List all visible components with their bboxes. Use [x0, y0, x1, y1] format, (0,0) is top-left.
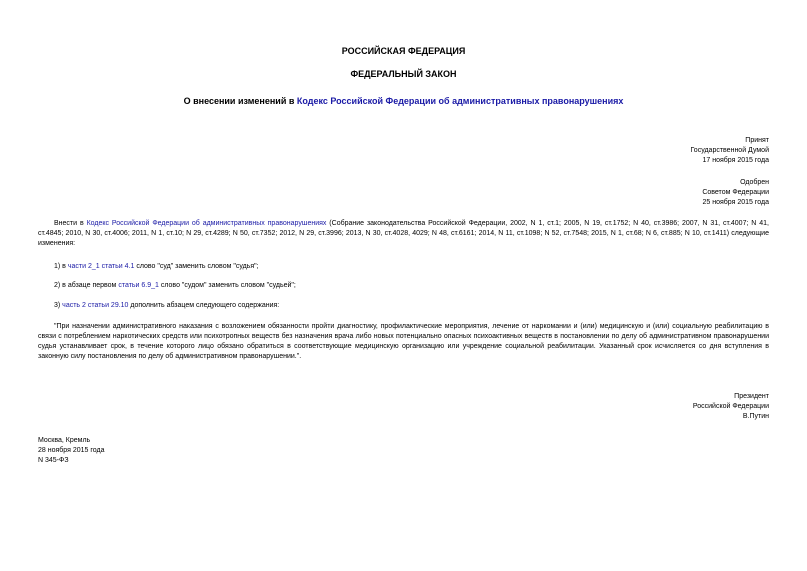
codex-title-link[interactable]: Кодекс Российской Федерации об административных правонарушениях: [296, 96, 624, 106]
doc-type-heading: ФЕДЕРАЛЬНЫЙ ЗАКОН: [350, 69, 457, 79]
item-2-rest: слово "судом" заменить словом "судьей";: [158, 282, 296, 289]
item-1: [38, 262, 769, 272]
approved-line2: Советом Федерации: [702, 189, 769, 196]
law-title-prefix: О внесении изменений в: [183, 96, 297, 106]
intro-paragraph: [38, 219, 769, 249]
quote-text: "При назначении административного наказания с возложением обязанности пройти диагностику, профилактические мероприятия, лечение от наркомании и (или) медицинскую и (или) социальную реабилитацию в связи с потреблением наркотических средств или психотропных веществ без назначения врача либо новых потенциально опасных психоактивных веществ в постановлении по делу об административном правонарушении судья устанавливает срок, в течение которого лицо обязано обратиться в соответствующие медицинскую организацию или учреждение социальной реабилитации. Указанный срок исчисляется со дня вступления в законную силу постановления по делу об административном правонарушении.".: [38, 323, 769, 360]
approved-line1: Одобрен: [740, 179, 769, 186]
item-2: [38, 281, 769, 291]
intro-prefix: Внести в: [54, 220, 87, 227]
place-date-block: [38, 436, 104, 466]
item-1-rest: слово "суд" заменить словом "судья";: [134, 263, 259, 270]
signature-block: [693, 392, 769, 422]
place: Москва, Кремль: [38, 437, 91, 444]
item-1-link[interactable]: части 2_1 статьи 4.1: [67, 263, 135, 270]
item-3-prefix: 3): [54, 302, 63, 309]
country-heading: РОССИЙСКАЯ ФЕДЕРАЦИЯ: [341, 46, 466, 56]
item-2-link[interactable]: статьи 6.9_1: [118, 282, 159, 289]
law-title: [0, 96, 807, 106]
item-3: [38, 301, 769, 311]
quote-paragraph: [38, 322, 769, 362]
item-3-rest: дополнить абзацем следующего содержания:: [128, 302, 280, 309]
adopted-line1: Принят: [745, 137, 769, 144]
signing-date: 28 ноября 2015 года: [38, 447, 105, 454]
approved-block: [702, 178, 769, 208]
item-1-prefix: 1) в: [54, 263, 68, 270]
signature-name: В.Путин: [742, 413, 769, 420]
intro-rest: (Собрание законодательства Российской Федерации, 2002, N 1, ст.1; 2005, N 19, ст.1752; N 40, ст.3986; 2007, N 31, ст.4007; N 41, ст.4845; 2010, N 30, ст.4006; 2011, N 1, ст.10; N 29, ст.4289; N 50, ст.7352; 2012, N 29, ст.3996; 2013, N 30, ст.4028, 4029; N 48, ст.6161; 2014, N 11, ст.1098; N 52, ст.7548; 2015, N 1, ст.68; N 6, ст.885; N 10, ст.1411) следующие изменения:: [38, 220, 769, 247]
adopted-date: 17 ноября 2015 года: [702, 157, 769, 164]
signature-title: Президент: [734, 393, 769, 400]
codex-link[interactable]: Кодекс Российской Федерации об административных правонарушениях: [86, 220, 327, 227]
law-number: N 345-ФЗ: [38, 457, 69, 464]
approved-date: 25 ноября 2015 года: [702, 199, 769, 206]
signature-org: Российской Федерации: [692, 403, 769, 410]
item-2-prefix: 2) в абзаце первом: [54, 282, 119, 289]
item-3-link[interactable]: часть 2 статьи 29.10: [62, 302, 129, 309]
adopted-block: [690, 136, 769, 166]
adopted-line2: Государственной Думой: [690, 147, 769, 154]
